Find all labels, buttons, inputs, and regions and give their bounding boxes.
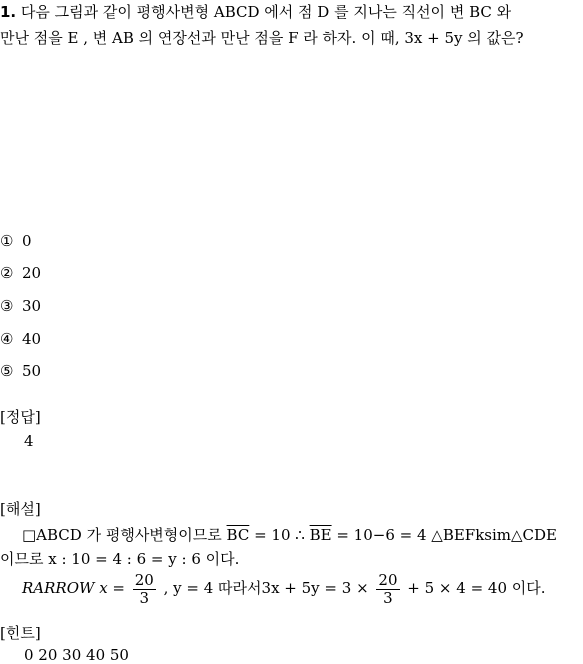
choice-2-text: 20	[22, 264, 42, 282]
choice-2[interactable]	[0, 264, 41, 282]
question-line-1	[0, 2, 511, 22]
explanation-line-2: 이므로 x : 10 = 4 : 6 = y : 6 이다.	[0, 550, 240, 568]
fraction-1-numerator: 20	[134, 570, 154, 589]
fraction-1	[133, 572, 156, 607]
explanation-text: = 10−6 = 4 △BEFksim△CDE	[331, 526, 558, 544]
explanation-heading: [해설]	[0, 500, 41, 518]
segment-be: $\overline{BE}$	[309, 526, 332, 544]
explanation-text: RARROW x =	[22, 579, 130, 597]
choice-1[interactable]	[0, 232, 32, 250]
question-number: 1.	[0, 3, 17, 21]
hint-text: 0 20 30 40 50	[24, 646, 129, 664]
figure-area	[0, 75, 583, 225]
choice-3-text: 30	[22, 297, 42, 315]
question-text-1: 다음 그림과 같이 평행사변형 ABCD 에서 점 D 를 지나는 직선이 변 BC 와	[20, 3, 512, 21]
fraction-1-denominator: 3	[139, 588, 150, 607]
choice-1-mark: ①	[0, 232, 14, 250]
choice-4-mark: ④	[0, 330, 14, 348]
question-text-2: 만난 점을 E , 변 AB 의 연장선과 만난 점을 F 라 하자. 이 때, 3x + 5y 의 값은?	[0, 29, 524, 47]
choice-5-mark: ⑤	[0, 362, 14, 380]
choice-4-text: 40	[22, 330, 42, 348]
choice-5-text: 50	[22, 362, 42, 380]
explanation-line-1	[22, 524, 557, 545]
fraction-2	[376, 572, 399, 607]
choice-5[interactable]	[0, 362, 41, 380]
segment-bc: $\overline{BC}$	[226, 526, 250, 544]
answer-heading: [정답]	[0, 408, 41, 426]
hint-heading: [힌트]	[0, 624, 41, 642]
choice-4[interactable]	[0, 330, 41, 348]
choice-1-text: 0	[22, 232, 32, 250]
choice-3-mark: ③	[0, 297, 14, 315]
explanation-text: , y = 4 따라서3x + 5y = 3 ×	[158, 579, 374, 597]
question-line-2	[0, 28, 524, 48]
explanation-line-3	[22, 568, 546, 608]
fraction-2-denominator: 3	[383, 588, 393, 607]
choice-2-mark: ②	[0, 264, 14, 282]
answer-value: 4	[24, 432, 34, 450]
fraction-2-numerator: 20	[378, 570, 398, 589]
explanation-text: = 10 ∴	[249, 526, 310, 544]
explanation-text: □ABCD 가 평행사변형이므로	[22, 526, 227, 544]
choice-3[interactable]	[0, 297, 41, 315]
explanation-text: + 5 × 4 = 40 이다.	[402, 579, 546, 597]
